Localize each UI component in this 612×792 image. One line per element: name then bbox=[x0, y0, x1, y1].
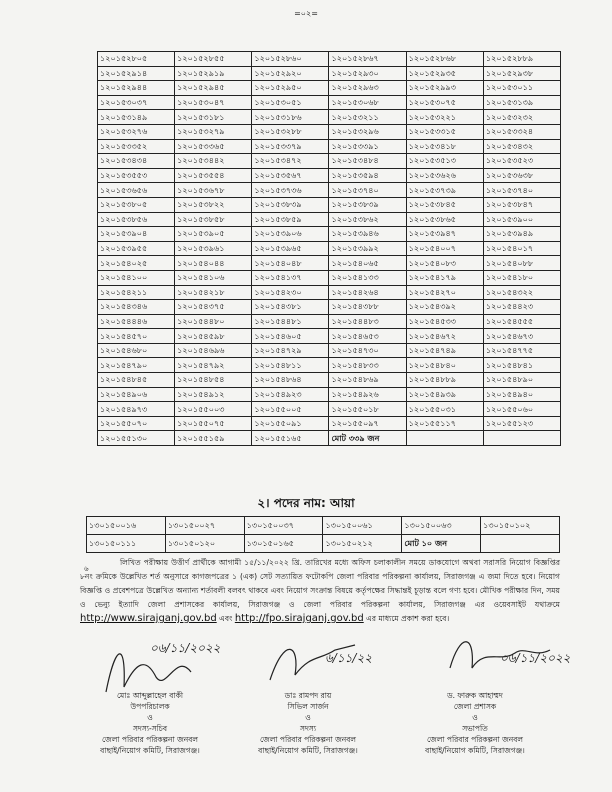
table-cell: ১২০১৫৪৪২৩ bbox=[483, 300, 560, 315]
signatory-committee: বাছাই/নিয়োগ কমিটি, সিরাজগঞ্জ। bbox=[100, 746, 200, 755]
table-row bbox=[98, 329, 561, 344]
signatory-title: জেলা প্রশাসক bbox=[453, 702, 497, 711]
table-cell: ১২০১৫৩২৩২ bbox=[483, 110, 560, 125]
table-cell: ১২০১৫৩৯৪৬ bbox=[329, 227, 406, 242]
table-row bbox=[98, 416, 561, 431]
table-cell: ১২০১৫৩৯৫৫ bbox=[98, 241, 175, 256]
table-cell: ১২০১৫৩৫১৩ bbox=[406, 154, 483, 169]
table-cell: ১২০১৫২৮৬৭ bbox=[329, 52, 406, 67]
table-row bbox=[98, 256, 561, 271]
table-cell: ১২০১৫৩৮৫৬ bbox=[98, 212, 175, 227]
table-cell: ১২০১৫৩২৯৬ bbox=[329, 124, 406, 139]
table-row bbox=[98, 197, 561, 212]
table-cell: ১২০১৫৫০০৫ bbox=[252, 402, 329, 417]
table-cell: ১৩০১৫০০৬৩ bbox=[402, 517, 481, 535]
signatory-title: সিভিল সার্জন bbox=[287, 702, 329, 711]
signatory-role: সভাপতি bbox=[462, 724, 488, 733]
signatory-name: ডাঃ রামপদ রায় bbox=[284, 691, 332, 700]
table-cell: ১২০১৫২৯৩৮ bbox=[483, 66, 560, 81]
table-cell: ১২০১৫৪৩৮৮ bbox=[329, 300, 406, 315]
table-cell: ১২০১৫২৯২০ bbox=[252, 66, 329, 81]
section-heading: ২। পদের নাম: আয়া bbox=[257, 496, 355, 510]
table-cell: ১২০১৫৪১৭৯ bbox=[406, 270, 483, 285]
table-cell: ১২০১৫৩৯৯২ bbox=[329, 241, 406, 256]
table-cell: ১২০১৫৩৮৩৯ bbox=[252, 197, 329, 212]
table-cell: ১২০১৫৫০৯৭ bbox=[329, 416, 406, 431]
table-cell: ১২০১৫৪১০৬ bbox=[175, 270, 252, 285]
table-cell: ১২০১৫৩৫৫৪ bbox=[175, 168, 252, 183]
table-cell: ১২০১৫৩২৭৯ bbox=[175, 124, 252, 139]
table-row bbox=[98, 66, 561, 81]
table-cell: ১২০১৫৪০৮৮ bbox=[483, 256, 560, 271]
table-row bbox=[98, 81, 561, 96]
table-row bbox=[98, 95, 561, 110]
table-cell: ১২০১৫৪৮৯০ bbox=[483, 373, 560, 388]
signatory-role: সদস্য bbox=[299, 724, 317, 733]
table-row bbox=[98, 139, 561, 154]
signatory-role: সদস্য-সচিব bbox=[132, 724, 168, 733]
table-cell: ১২০১৫৩৩৫২ bbox=[98, 139, 175, 154]
table-cell: ১২০১৫৪৬৫৩ bbox=[329, 329, 406, 344]
table-cell: ১২০১৫৪৩৪৬ bbox=[98, 300, 175, 315]
table-cell: ১২০১৫৩৪৩৪ bbox=[98, 154, 175, 169]
table-cell: ১২০১৫৩২২১ bbox=[406, 110, 483, 125]
table-cell: ১২০১৫২৯১৪ bbox=[98, 66, 175, 81]
table-row bbox=[98, 124, 561, 139]
table-cell: ১২০১৫৪৫৭০ bbox=[98, 329, 175, 344]
table-cell: ১২০১৫৩৭৪০ bbox=[483, 183, 560, 198]
table-row bbox=[98, 387, 561, 402]
table-cell: ১২০১৫৪০২৫ bbox=[98, 256, 175, 271]
table-cell: ১২০১৫৫০৯১ bbox=[252, 416, 329, 431]
table-row bbox=[98, 285, 561, 300]
table-cell: ১২০১৫৩৮৪৭ bbox=[483, 197, 560, 212]
table-cell: ১২০১৫৩০৩৭ bbox=[98, 95, 175, 110]
table-cell: ১২০১৫৩৯০০ bbox=[483, 212, 560, 227]
table-cell: ১২০১৫৫১৫৯ bbox=[175, 431, 252, 446]
table-cell: ১২০১৫৪৬৮০ bbox=[98, 343, 175, 358]
table-cell: ১৩০১৫০১০২ bbox=[481, 517, 560, 535]
table-cell: ১২০১৫৪৪৮৩ bbox=[329, 314, 406, 329]
table-cell: ১২০১৫৪২১৮ bbox=[175, 285, 252, 300]
margin-mark: ৬ bbox=[84, 565, 89, 573]
table-cell: ১২০১৫৩১৩৯ bbox=[483, 95, 560, 110]
table-cell: ১২০১৫৩৮৩৯ bbox=[329, 197, 406, 212]
table-cell: ১২০১৫৪০১৭ bbox=[483, 241, 560, 256]
table-cell: ১২০১৫২৯৩০ bbox=[329, 66, 406, 81]
website-link-1[interactable]: http://www.sirajganj.gov.bd bbox=[80, 613, 217, 624]
table-cell: ১২০১৫৪৩৯২ bbox=[406, 300, 483, 315]
table-row bbox=[98, 241, 561, 256]
notice-suffix: এর মাধ্যমে প্রকাশ করা হবে। bbox=[366, 614, 450, 623]
table-cell: ১২০১৫২৯৯৩ bbox=[406, 81, 483, 96]
table-cell: ১২০১৫৪১৩৭ bbox=[252, 270, 329, 285]
table-cell: ১২০১৫৪২১১ bbox=[98, 285, 175, 300]
table-cell: ১২০১৫৪১৩৩ bbox=[329, 270, 406, 285]
table-cell: ১২০১৫২৯৫০ bbox=[252, 81, 329, 96]
table-cell: ১২০১৫৪১৮০ bbox=[483, 270, 560, 285]
table-cell: ১২০১৫৩৮০৫ bbox=[98, 197, 175, 212]
table-cell: ১৩০১৫০১৬৫ bbox=[244, 535, 323, 553]
signatory-committee: জেলা পরিবার পরিকল্পনা জনবল bbox=[101, 735, 199, 744]
table-cell: ১২০১৫৩৯৪৭ bbox=[406, 227, 483, 242]
table-row bbox=[98, 168, 561, 183]
table-row bbox=[98, 431, 561, 446]
table-cell: ১২০১৫৩৮৫৯ bbox=[252, 212, 329, 227]
table-cell: ১২০১৫৪১০০ bbox=[98, 270, 175, 285]
table-cell: ১২০১৫৪৪৪৬ bbox=[98, 314, 175, 329]
table-cell: ১২০১৫২৮৬৮ bbox=[406, 52, 483, 67]
table-cell: ১২০১৫৩৭৩৬ bbox=[252, 183, 329, 198]
table-cell: ১২০১৫৪০০৭ bbox=[406, 241, 483, 256]
table-cell: ১২০১৫৪৮৪০ bbox=[406, 358, 483, 373]
table-cell: ১২০১৫৪৭৩০ bbox=[329, 343, 406, 358]
signatory-2 bbox=[228, 690, 388, 756]
table-cell: ১২০১৫৩৬৩৮ bbox=[483, 168, 560, 183]
table-row bbox=[98, 373, 561, 388]
table-cell: ১২০১৫৩০৬৮ bbox=[329, 95, 406, 110]
signatory-1 bbox=[70, 690, 230, 756]
table-cell: ১২০১৫৩৪৩২ bbox=[483, 139, 560, 154]
table-cell: ১৩০১৫০০১৬ bbox=[87, 517, 166, 535]
table-cell: ১২০১৫৫০৬০ bbox=[483, 402, 560, 417]
table-cell: ১২০১৫৩০৭৫ bbox=[406, 95, 483, 110]
table-cell: ১২০১৫৪৫৩৩ bbox=[406, 314, 483, 329]
table-cell: ১২০১৫২৮৮৯ bbox=[483, 52, 560, 67]
table-cell: ১২০১৫৪৮৪৫ bbox=[98, 373, 175, 388]
table-row bbox=[98, 227, 561, 242]
table-row bbox=[98, 183, 561, 198]
table-cell: ১২০১৫৪৬০৫ bbox=[252, 329, 329, 344]
table-cell: ১২০১৫৩১৮১ bbox=[175, 110, 252, 125]
table-cell: ১২০১৫৩২১১ bbox=[329, 110, 406, 125]
signature-date-2: ৬/১১/২২ bbox=[325, 651, 373, 665]
table-cell: ১২০১৫৩৮৬২ bbox=[329, 212, 406, 227]
table-cell: ১২০১৫৩৩১৫ bbox=[406, 124, 483, 139]
signatory-committee: জেলা পরিবার পরিকল্পনা জনবল bbox=[426, 735, 524, 744]
table-cell: ১২০১৫৪৭২৯ bbox=[252, 343, 329, 358]
table-cell: ১২০১৫৩৩৬৫ bbox=[175, 139, 252, 154]
table-cell: ১২০১৫৩১৮৬ bbox=[252, 110, 329, 125]
table-cell: ১২০১৫৪২৭০ bbox=[406, 285, 483, 300]
table-cell: ১২০১৫৪৭৭৫ bbox=[483, 343, 560, 358]
table-cell: ১২০১৫৫১৩০ bbox=[98, 431, 175, 446]
table-cell: ১২০১৫৩৯৬১ bbox=[175, 241, 252, 256]
table-cell: ১২০১৫৪৮৬৯ bbox=[329, 373, 406, 388]
table-cell: ১২০১৫৩৮৬৫ bbox=[406, 212, 483, 227]
signatory-committee: বাছাই/নিয়োগ কমিটি, সিরাজগঞ্জ। bbox=[258, 746, 358, 755]
table-cell: ১২০১৫৩৫৫৩ bbox=[98, 168, 175, 183]
notice-paragraph bbox=[80, 556, 560, 626]
table-cell: ১২০১৫৫১১৭ bbox=[406, 416, 483, 431]
signatory-and: ও bbox=[305, 713, 311, 722]
table-cell: ১২০১৫২৯৪৪ bbox=[98, 81, 175, 96]
table-cell: ১২০১৫২৮০৫ bbox=[98, 52, 175, 67]
signature-date-1: ০৬/১১/২০২২ bbox=[150, 641, 221, 655]
table-cell: ১২০১৫৪৩৮১ bbox=[252, 300, 329, 315]
table-cell: ১২০১৫৪০৬৫ bbox=[329, 256, 406, 271]
roll-table-2 bbox=[86, 516, 560, 553]
signatory-and: ও bbox=[472, 713, 478, 722]
table-cell: ১২০১৫৩৬৫৬ bbox=[98, 183, 175, 198]
table-row bbox=[98, 300, 561, 315]
table-cell: ১৩০১৫০০৬১ bbox=[323, 517, 402, 535]
table-cell bbox=[406, 431, 483, 446]
table-cell: ১২০১৫৪২৬৪ bbox=[329, 285, 406, 300]
table-cell: ১৩০১৫০১১১ bbox=[87, 535, 166, 553]
table-cell: ১২০১৫৩৯০৫ bbox=[175, 227, 252, 242]
roll-table-1 bbox=[97, 51, 561, 446]
table-cell: ১২০১৫৪৭৯২ bbox=[175, 358, 252, 373]
table-cell: ১২০১৫৪৪৮১ bbox=[252, 314, 329, 329]
table-cell: ১২০১৫৩৮৪৫ bbox=[406, 197, 483, 212]
table-cell: ১২০১৫৩১৪৯ bbox=[98, 110, 175, 125]
table-cell: ১২০১৫২৮৫৫ bbox=[175, 52, 252, 67]
table-cell: ১৩০১৫০০২৭ bbox=[165, 517, 244, 535]
table-cell: ১২০১৫৩৩৯১ bbox=[329, 139, 406, 154]
table-cell: ১২০১৫৩৩২৪ bbox=[483, 124, 560, 139]
table-cell: ১২০১৫২৯৩৫ bbox=[406, 66, 483, 81]
table-cell: ১২০১৫৪৯৭৩ bbox=[98, 402, 175, 417]
table-cell: ১২০১৫৩০৪৭ bbox=[175, 95, 252, 110]
table-cell: ১২০১৫৩৮২২ bbox=[175, 197, 252, 212]
table-row bbox=[98, 358, 561, 373]
table-cell: মোট ৩৩৯ জন bbox=[329, 431, 406, 446]
table-cell: ১২০১৫৩৪৮৪ bbox=[329, 154, 406, 169]
table-cell: ১২০১৫৪৩২২ bbox=[483, 285, 560, 300]
table-cell: ১২০১৫৪৮৬৪ bbox=[252, 373, 329, 388]
signatory-and: ও bbox=[147, 713, 153, 722]
table-cell: ১২০১৫৩৫৯৪ bbox=[329, 168, 406, 183]
table-cell: ১২০১৫৪০৪৪ bbox=[175, 256, 252, 271]
signatory-name: মোঃ আব্দুল্লাহেল বাকী bbox=[117, 691, 183, 700]
table-cell: ১২০১৫৪৯২৬ bbox=[329, 387, 406, 402]
table-row bbox=[98, 314, 561, 329]
table-cell: ১৩০১৫০১২০ bbox=[165, 535, 244, 553]
table-cell: ১২০১৫৪৬৯৬ bbox=[175, 343, 252, 358]
table-cell: ১২০১৫৩৪৪২ bbox=[175, 154, 252, 169]
table-cell: ১২০১৫৩৬২৬ bbox=[406, 168, 483, 183]
table-cell: ১২০১৫৫০৭০ bbox=[98, 416, 175, 431]
table-cell: ১৩০১৫০২১২ bbox=[323, 535, 402, 553]
table-cell: ১২০১৫৫০৩১ bbox=[406, 402, 483, 417]
table-row bbox=[98, 270, 561, 285]
table-cell: ১২০১৫৩০১১ bbox=[483, 81, 560, 96]
signatory-name: ড. ফারুক আহাম্মদ bbox=[447, 691, 503, 700]
table-cell: ১২০১৫৪০৪৮ bbox=[252, 256, 329, 271]
table-cell: ১২০১৫৫০০৩ bbox=[175, 402, 252, 417]
table-cell: ১২০১৫৪২৩০ bbox=[252, 285, 329, 300]
table-cell: ১২০১৫৩৫২৩ bbox=[483, 154, 560, 169]
table-cell: ১৩০১৫০০৩৭ bbox=[244, 517, 323, 535]
table-row bbox=[98, 212, 561, 227]
table-row bbox=[98, 154, 561, 169]
table-cell: ১২০১৫৩৭৩৯ bbox=[406, 183, 483, 198]
table-cell: ১২০১৫৫১২৩ bbox=[483, 416, 560, 431]
notice-and: এবং bbox=[219, 614, 233, 623]
table-cell: ১২০১৫৩২৭৬ bbox=[98, 124, 175, 139]
table-cell: ১২০১৫৫০১৮ bbox=[329, 402, 406, 417]
table-cell: ১২০১৫৪০৮৩ bbox=[406, 256, 483, 271]
signatory-title: উপপরিচালক bbox=[130, 702, 170, 711]
table-cell: ১২০১৫৪৬৭২ bbox=[406, 329, 483, 344]
table-cell bbox=[481, 535, 560, 553]
table-cell: মোট ১০ জন bbox=[402, 535, 481, 553]
signature-date-3: ০৬/১১/২০২২ bbox=[500, 651, 571, 665]
website-link-2[interactable]: http://fpo.sirajganj.gov.bd bbox=[234, 613, 364, 624]
table-row bbox=[98, 343, 561, 358]
table-cell: ১২০১৫৩২৮৮ bbox=[252, 124, 329, 139]
table-row bbox=[87, 535, 560, 553]
table-cell: ১২০১৫৪৮৮৯ bbox=[406, 373, 483, 388]
table-row bbox=[98, 52, 561, 67]
table-cell: ১২০১৫৫১৬৫ bbox=[252, 431, 329, 446]
table-cell: ১২০১৫৪৮১১ bbox=[252, 358, 329, 373]
table-cell: ১২০১৫৪৮৫৪ bbox=[175, 373, 252, 388]
table-cell: ১২০১৫৩৩৭৯ bbox=[252, 139, 329, 154]
table-cell: ১২০১৫৪৬৭৩ bbox=[483, 329, 560, 344]
table-cell: ১২০১৫৩৫৬৭ bbox=[252, 168, 329, 183]
table-cell bbox=[483, 431, 560, 446]
table-cell: ১২০১৫৩৯৬৫ bbox=[252, 241, 329, 256]
table-cell: ১২০১৫২৯৬৩ bbox=[329, 81, 406, 96]
table-cell: ১২০১৫৩০৫১ bbox=[252, 95, 329, 110]
table-cell: ১২০১৫৩৪১৮ bbox=[406, 139, 483, 154]
table-row bbox=[98, 402, 561, 417]
table-cell: ১২০১৫৪৭৯০ bbox=[98, 358, 175, 373]
table-cell: ১২০১৫৫০৭৫ bbox=[175, 416, 252, 431]
table-cell: ১২০১৫৪৭৪৯ bbox=[406, 343, 483, 358]
table-cell: ১২০১৫৪৯২৩ bbox=[252, 387, 329, 402]
table-cell: ১২০১৫৪৯৩৯ bbox=[406, 387, 483, 402]
table-cell: ১২০১৫৩৪৭২ bbox=[252, 154, 329, 169]
table-cell: ১২০১৫৪৮৩৩ bbox=[329, 358, 406, 373]
table-cell: ১২০১৫৩৬৭৮ bbox=[175, 183, 252, 198]
table-cell: ১২০১৫২৯১৯ bbox=[175, 66, 252, 81]
table-cell: ১২০১৫৪৯৪০ bbox=[483, 387, 560, 402]
table-row bbox=[98, 110, 561, 125]
table-cell: ১২০১৫৩৭৪০ bbox=[329, 183, 406, 198]
table-cell: ১২০১৫৪৫৯৮ bbox=[175, 329, 252, 344]
table-cell: ১২০১৫৪৯১২ bbox=[175, 387, 252, 402]
page-number: =০২= bbox=[294, 9, 318, 18]
table-cell: ১২০১৫৪৪৮০ bbox=[175, 314, 252, 329]
table-row bbox=[87, 517, 560, 535]
table-cell: ১২০১৫২৮৬০ bbox=[252, 52, 329, 67]
table-cell: ১২০১৫৩৯০৪ bbox=[98, 227, 175, 242]
signatory-committee: বাছাই/নিয়োগ কমিটি, সিরাজগঞ্জ। bbox=[425, 746, 525, 755]
table-cell: ১২০১৫৪৯০৬ bbox=[98, 387, 175, 402]
table-cell: ১২০১৫৪৩৭৫ bbox=[175, 300, 252, 315]
table-cell: ১২০১৫৪৫৫৫ bbox=[483, 314, 560, 329]
table-cell: ১২০১৫৩৯৪৯ bbox=[483, 227, 560, 242]
signatory-committee: জেলা পরিবার পরিকল্পনা জনবল bbox=[259, 735, 357, 744]
notice-text: লিখিত পরীক্ষায় উত্তীর্ণ প্রার্থীকে আগামী ১৫/১১/২০২২ খ্রি. তারিখের মধ্যে অফিস চলাকালীন সময়ে ডাকযোগে অথবা সরাসরি নিয়োগ বিজ্ঞপ্তির ৮নং ক্রমিকে উল্লেখিত শর্ত অনুসারে কাগজপত্রের ১ (এক) সেট সত্যায়িত ফটোকপি জেলা পরিবার পরিকল্পনা কার্যালয়, সিরাজগঞ্জ এ জমা দিতে হবে। নিয়োগ বিজ্ঞপ্তি ও প্রবেশপত্রে উল্লেখিত অন্যান্য শর্তাবলী বলবৎ থাকবে এবং নিয়োগ সংক্রান্ত বিষয়ে কর্তৃপক্ষের সিদ্ধান্তই চূড়ান্ত বলে গণ্য হবে। মৌখিক পরীক্ষার দিন, সময় ও ভেন্যু ইত্যাদি জেলা প্রশাসকের কার্যালয়, সিরাজগঞ্জ ও জেলা পরিবার পরিকল্পনা কার্যালয়, সিরাজগঞ্জ এর ওয়েবসাইট যথাক্রমে bbox=[80, 558, 560, 609]
table-cell: ১২০১৫২৯৪৫ bbox=[175, 81, 252, 96]
table-cell: ১২০১৫৪৮৪১ bbox=[483, 358, 560, 373]
table-cell: ১২০১৫৩৮৫৮ bbox=[175, 212, 252, 227]
signatory-3 bbox=[395, 690, 555, 756]
table-cell: ১২০১৫৩৯০৬ bbox=[252, 227, 329, 242]
